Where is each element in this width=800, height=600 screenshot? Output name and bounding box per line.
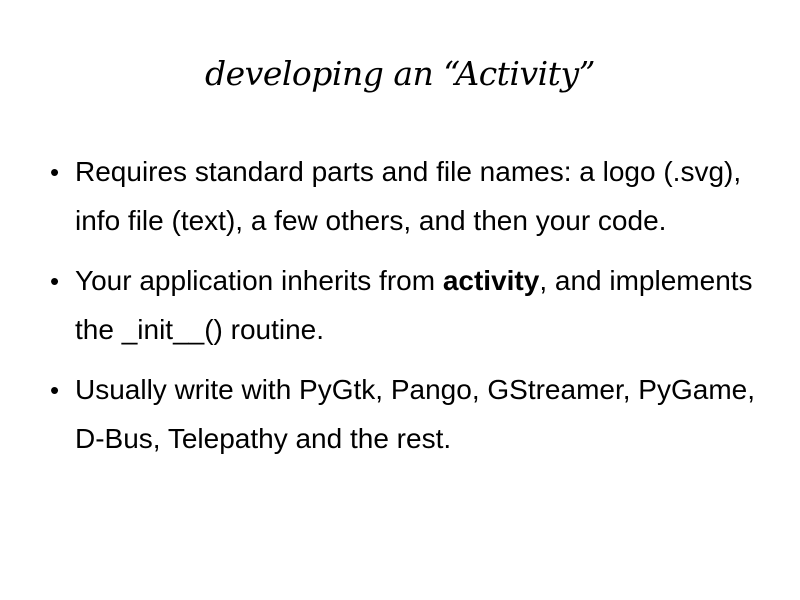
bullet-item-activity (50, 257, 760, 354)
bullet-text-parts: Requires standard parts and file names: a logo (.svg), info file (text), a few others, and then your code. (75, 156, 742, 236)
slide-title: developing an “Activity” (205, 54, 595, 93)
bullet-item-parts (50, 148, 760, 245)
bullet-dot-icon: • (50, 266, 60, 296)
bullet-text-activity-prefix: Your application inherits from (75, 265, 443, 296)
bullet-text-libraries: Usually write with PyGtk, Pango, GStreamer, PyGame, D-Bus, Telepathy and the rest. (75, 374, 756, 454)
activity-keyword: activity (442, 265, 540, 296)
bullet-list (50, 148, 760, 475)
bullet-item-libraries (50, 366, 760, 463)
bullet-dot-icon: • (50, 157, 60, 187)
bullet-dot-icon: • (50, 375, 60, 405)
bullet-text-activity-suffix: , and implements the _init__() routine. (75, 265, 753, 345)
